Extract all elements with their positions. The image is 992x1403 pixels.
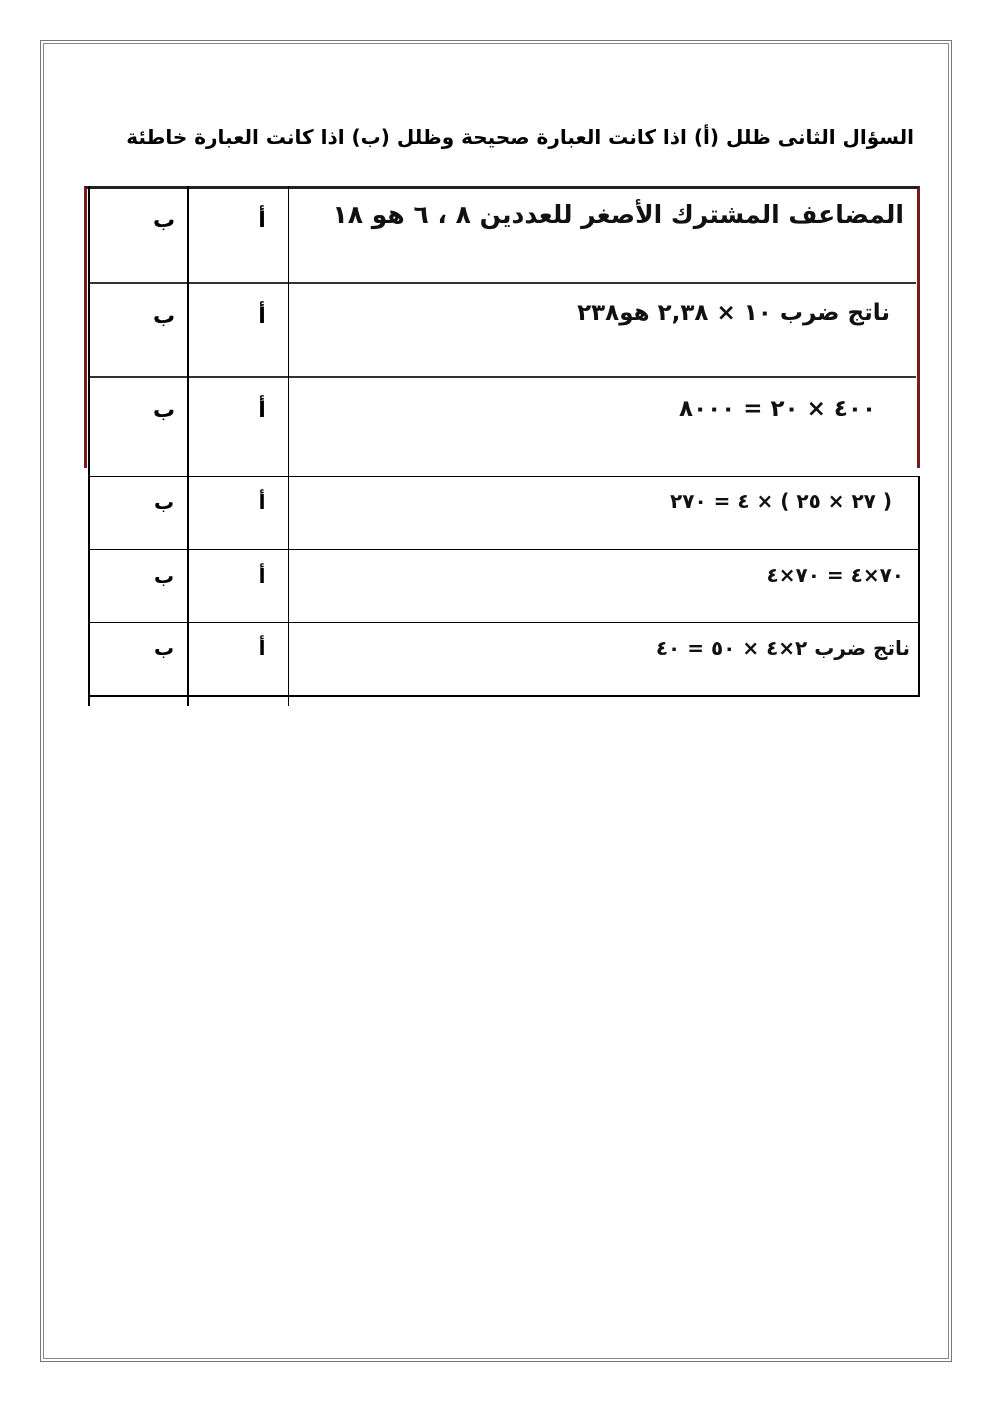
question-title: السؤال الثانى ظلل (أ) اذا كانت العبارة صحيحة وظلل (ب) اذا كانت العبارة خاطئة <box>126 125 914 149</box>
option-a-2[interactable]: أ <box>258 304 266 329</box>
option-b-4[interactable]: ب <box>153 490 175 514</box>
statement-6: ناتج ضرب ٢×٤ × ٥٠ = ٤٠ <box>655 636 910 660</box>
column-divider <box>187 186 189 706</box>
option-b-6[interactable]: ب <box>153 636 175 660</box>
row-divider <box>90 476 920 477</box>
statement-2: ناتج ضرب ١٠ × ٢,٣٨ هو٢٣٨ <box>577 300 890 326</box>
option-a-1[interactable]: أ <box>258 208 266 233</box>
column-divider <box>288 186 289 706</box>
option-b-1[interactable]: ب <box>152 208 176 233</box>
statement-1: المضاعف المشترك الأصغر للعددين ٨ ، ٦ هو ١٨ <box>332 200 904 229</box>
statement-3: ٤٠٠ × ٢٠ = ٨٠٠٠ <box>679 396 876 422</box>
option-a-3[interactable]: أ <box>258 398 266 423</box>
row-divider <box>88 282 916 284</box>
option-a-6[interactable]: أ <box>258 636 266 660</box>
column-divider <box>918 476 920 696</box>
row-divider <box>90 695 920 697</box>
option-a-4[interactable]: أ <box>258 490 266 514</box>
statement-5: ٧٠×٤ = ٧٠×٤ <box>766 563 904 587</box>
statement-4: ( ٢٧ × ٢٥ ) × ٤ = ٢٧٠ <box>670 489 892 513</box>
option-b-5[interactable]: ب <box>153 564 175 588</box>
row-divider <box>90 549 920 550</box>
option-b-2[interactable]: ب <box>152 304 176 329</box>
option-a-5[interactable]: أ <box>258 564 266 588</box>
option-b-3[interactable]: ب <box>152 398 176 423</box>
column-divider <box>88 186 90 706</box>
row-divider <box>90 622 920 623</box>
row-divider <box>88 376 916 378</box>
